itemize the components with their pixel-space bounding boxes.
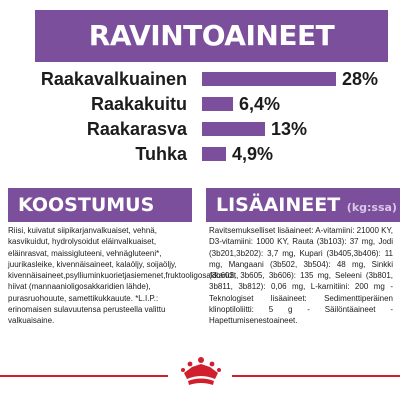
footer-line-left [0,375,168,377]
nutrient-label: Raakakuitu [90,94,187,114]
nutrient-bar [202,97,233,111]
additives-unit: (kg:ssa) [346,201,397,214]
nutrient-row [0,91,400,117]
additives-text: Ravitsemukselliset lisäaineet: A-vitamiini: 21000 KY, D3-vitamiini: 1000 KY, Rauta (3b103): 37 mg, Jodi (3b201,3b202): 3,7 mg, Kupari (3b405,3b406): 11 mg, Mangaani (3b502, 3b504): 48 mg, Sinkki (3b603, 3b605, 3b606): 135 mg, Seleeni (3b801, 3b811, 3b812): 0,06 mg, L-karnitiini: 200 mg - Teknologiset lisäaineet: Sedimenttiperäinen klinoptiloliitti: 5 g - Säilöntäaineet - Hapettumisenestoaineet. [209,226,393,326]
nutrient-value: 28% [342,69,379,89]
nutrient-row [0,66,400,92]
nutrient-row [0,141,400,167]
additives-title [206,188,400,222]
nutrient-value: 13% [271,119,308,139]
nutrient-bar [202,72,336,86]
additives-title-text: LISÄAINEET [216,194,341,216]
royal-canin-crown-icon [178,355,224,389]
nutrient-bar [202,122,265,136]
composition-title [8,188,192,222]
composition-title-text: KOOSTUMUS [18,194,155,216]
composition-text: Riisi, kuivatut siipikarjanvalkuaiset, vehnä, kasvikuidut, hydrolysoidut eläinvalkuaiset, eläinrasvat, maissigluteeni, vehnägluteeni*, juurikasleike, kivennäisaineet, kalaöljy, soijaöljy, kivennäisaineet,psylliuminkuorietjasiemenet,fruktooligosakkaridit, hiivat (mannaanioligosakkaridien lähde), purasruohouute, samettikukkauute. *L.I.P.: erinomaisen sulavuutensa perusteella valittu valkuaisaine. [8,226,239,326]
nutrient-label: Raakarasva [86,119,187,139]
nutrient-row [0,116,400,142]
nutrient-label: Tuhka [135,144,187,164]
nutrient-value: 6,4% [239,94,281,114]
nutrient-label: Raakavalkuainen [40,69,187,89]
nutrient-bar [202,147,226,161]
nutrients-title: RAVINTOAINEET [35,10,388,62]
nutrient-value: 4,9% [232,144,274,164]
footer-line-right [232,375,400,377]
